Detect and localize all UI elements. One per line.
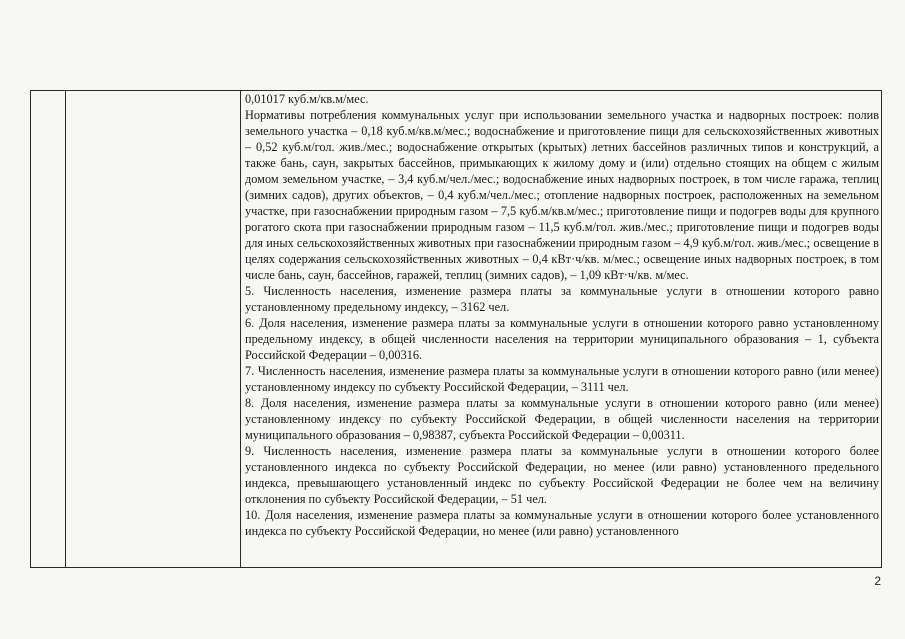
column-divider-1 <box>65 91 66 567</box>
paragraph-6: 6. Доля населения, изменение размера платы за коммунальные услуги в отношении которого равно установленному предельному индексу, в общей численности населения на территории муниципального образования – 1, субъекта Российской Федерации – 0,00316. <box>245 316 879 362</box>
document-table <box>30 90 882 568</box>
paragraph-7: 7. Численность населения, изменение размера платы за коммунальные услуги в отношении которого равно (или менее) установленному индексу по субъекту Российской Федерации, – 3111 чел. <box>245 364 879 394</box>
paragraph-volume-norm: 0,01017 куб.м/кв.м/мес. <box>245 92 369 106</box>
content-cell <box>245 91 879 568</box>
paragraph-10: 10. Доля населения, изменение размера платы за коммунальные услуги в отношении которого более установленного индекса по субъекту Российской Федерации, но менее (или равно) установленного <box>245 508 879 538</box>
paragraph-8: 8. Доля населения, изменение размера платы за коммунальные услуги в отношении которого равно (или менее) установленному индексу по субъекту Российской Федерации, в общей численности населения на территории муниципального образования – 0,98387, субъекта Российской Федерации – 0,00311. <box>245 396 879 442</box>
paragraph-5: 5. Численность населения, изменение размера платы за коммунальные услуги в отношении которого равно установленному предельному индексу, – 3162 чел. <box>245 284 879 314</box>
column-divider-2 <box>240 91 241 567</box>
page-number: 2 <box>874 574 881 588</box>
paragraph-9: 9. Численность населения, изменение размера платы за коммунальные услуги в отношении которого более установленного индекса по субъекту Российской Федерации, но менее (или равно) установленного предельного индекса, превышающего установленный индекс по субъекту Российской Федерации не более чем на величину отклонения по субъекту Российской Федерации, – 51 чел. <box>245 444 879 506</box>
paragraph-consumption-norms: Нормативы потребления коммунальных услуг при использовании земельного участка и надворных построек: полив земельного участка – 0,18 куб.м/кв.м/мес.; водоснабжение и приготовление пищи для сельскохозяйственных животных – 0,52 куб.м/гол. жив./мес.; водоснабжение открытых (крытых) летних бассейнов различных типов и конструкций, а также бань, саун, закрытых бассейнов, примыкающих к жилому дому и (или) отдельно стоящих на общем с жилым домом земельном участке, – 3,4 куб.м/чел./мес.; водоснабжение иных надворных построек, в том числе гаража, теплиц (зимних садов), других объектов, – 0,4 куб.м/чел./мес.; отопление надворных построек, расположенных на земельном участке, при газоснабжении природным газом – 7,5 куб.м/кв.м/мес.; приготовление пищи и подогрев воды для крупного рогатого скота при газоснабжении природным газом – 11,5 куб.м/гол. жив./мес.; приготовление пищи и подогрев воды для иных сельскохозяйственных животных при газоснабжении природным газом – 4,9 куб.м/гол. жив./мес.; освещение в целях содержания сельскохозяйственных животных – 0,4 кВт·ч/кв. м/мес.; освещение иных надворных построек, в том числе бань, саун, бассейнов, гаражей, теплиц (зимних садов), – 1,09 кВт·ч/кв. м/мес. <box>245 108 879 282</box>
